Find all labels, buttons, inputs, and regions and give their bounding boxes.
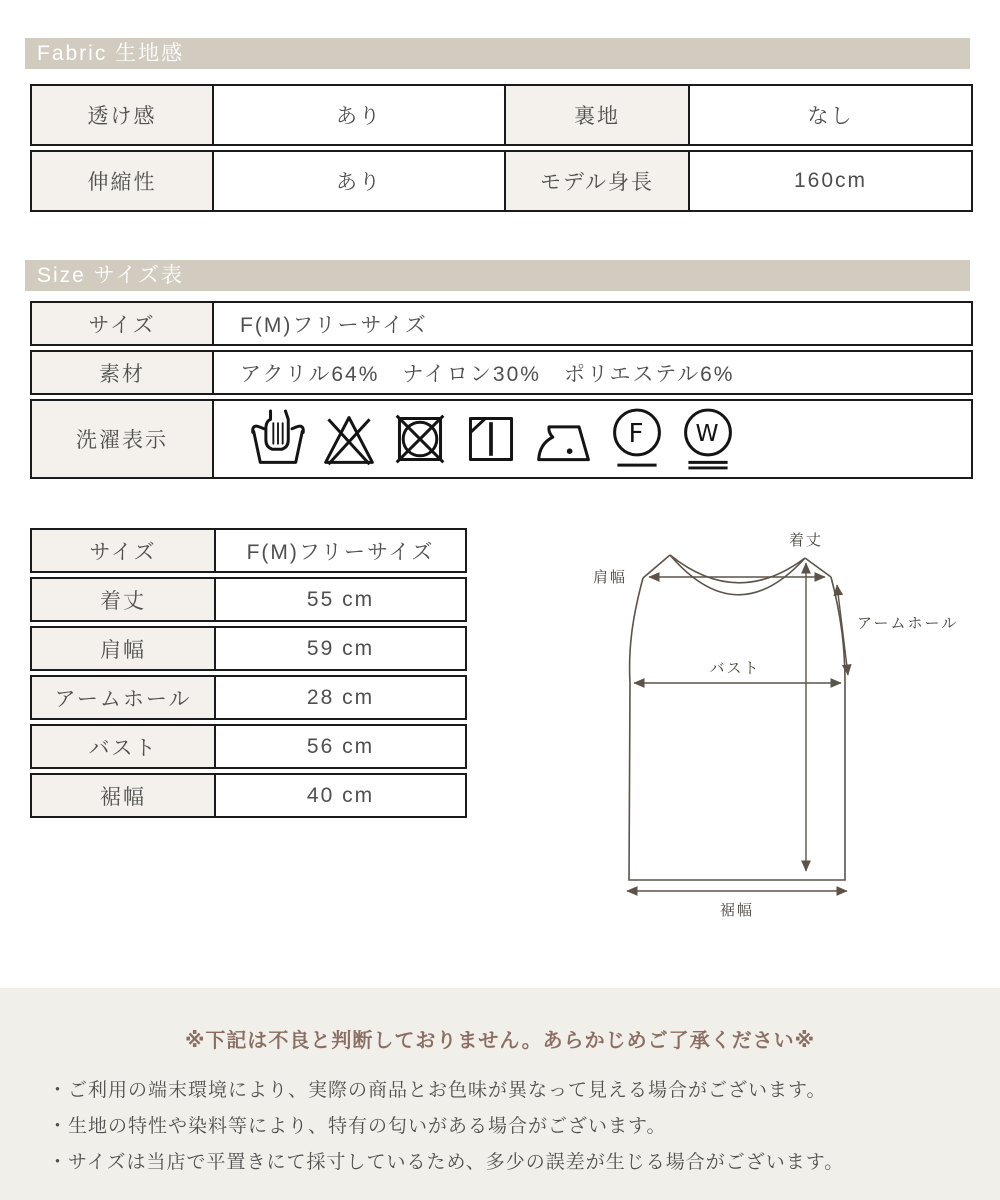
diagram-label-bust: バスト	[709, 660, 761, 677]
iron-low-heat-icon	[534, 408, 594, 470]
diagram-label-shoulder: 肩幅	[593, 569, 628, 586]
fabric-label-lining: 裏地	[506, 84, 690, 146]
material-value: アクリル64% ナイロン30% ポリエステル6%	[214, 350, 973, 395]
fabric-section-heading-text: Fabric 生地感	[37, 42, 185, 65]
measure-value-shoulder: 59 cm	[216, 626, 467, 671]
fabric-label-model-height: モデル身長	[506, 150, 690, 212]
measure-label-shoulder: 肩幅	[30, 626, 216, 671]
measure-value-size: F(M)フリーサイズ	[216, 528, 467, 573]
measurements-table	[30, 524, 467, 822]
table-row	[30, 773, 467, 818]
material-label: 素材	[30, 350, 214, 395]
notice-item: ・サイズは当店で平置きにて採寸しているため、多少の誤差が生じる場合がございます。	[48, 1152, 845, 1173]
diagram-label-armhole: アームホール	[857, 615, 959, 632]
table-row	[30, 350, 973, 395]
notice-item: ・生地の特性や染料等により、特有の匂いがある場合がございます。	[48, 1116, 667, 1137]
dry-clean-F-gentle-icon	[609, 406, 665, 472]
fabric-table	[30, 80, 973, 216]
fabric-label-sheerness: 透け感	[30, 84, 214, 146]
measure-value-bust: 56 cm	[216, 724, 467, 769]
do-not-bleach-icon	[321, 408, 377, 470]
fabric-value-stretch: あり	[214, 150, 506, 212]
table-row	[30, 528, 467, 573]
table-row	[30, 577, 467, 622]
size-label: サイズ	[30, 301, 214, 346]
fabric-label-stretch: 伸縮性	[30, 150, 214, 212]
table-row	[30, 399, 973, 479]
measure-label-bust: バスト	[30, 724, 216, 769]
measure-value-length: 55 cm	[216, 577, 467, 622]
measure-label-length: 着丈	[30, 577, 216, 622]
measure-value-armhole: 28 cm	[216, 675, 467, 720]
notice-list	[0, 1073, 1000, 1181]
table-row	[30, 675, 467, 720]
table-row	[30, 84, 973, 146]
tank-top-outline	[629, 555, 845, 880]
size-section-heading-text: Size サイズ表	[37, 264, 185, 287]
svg-text:W: W	[695, 418, 721, 447]
measure-label-armhole: アームホール	[30, 675, 216, 720]
size-section-heading	[25, 260, 970, 291]
garment-measurement-diagram	[585, 525, 975, 925]
measurement-arrows	[627, 563, 848, 891]
wet-clean-W-very-gentle-icon	[680, 406, 736, 472]
notice-title: ※下記は不良と判断しておりません。あらかじめご了承ください※	[184, 1030, 816, 1052]
measure-label-hem: 裾幅	[30, 773, 216, 818]
line-dry-in-shade-icon	[463, 408, 519, 470]
table-row	[30, 626, 467, 671]
notice-item: ・ご利用の端末環境により、実際の商品とお色味が異なって見える場合がございます。	[48, 1080, 827, 1101]
table-row	[30, 301, 973, 346]
svg-text:F: F	[628, 418, 646, 449]
diagram-label-hem: 裾幅	[719, 902, 755, 919]
hand-wash-icon	[250, 408, 306, 470]
do-not-tumble-dry-icon	[392, 408, 448, 470]
laundry-care-icons	[240, 406, 971, 472]
fabric-value-model-height: 160cm	[690, 150, 973, 212]
notice-section	[0, 988, 1000, 1200]
care-label: 洗濯表示	[30, 399, 214, 479]
fabric-section-heading	[25, 38, 970, 69]
measure-value-hem: 40 cm	[216, 773, 467, 818]
table-row	[30, 150, 973, 212]
size-info-table	[30, 297, 973, 483]
diagram-label-length: 着丈	[788, 532, 824, 549]
fabric-value-sheerness: あり	[214, 84, 506, 146]
fabric-value-lining: なし	[690, 84, 973, 146]
measure-label-size: サイズ	[30, 528, 216, 573]
armhole-arrow	[837, 585, 848, 675]
size-value: F(M)フリーサイズ	[214, 301, 973, 346]
table-row	[30, 724, 467, 769]
